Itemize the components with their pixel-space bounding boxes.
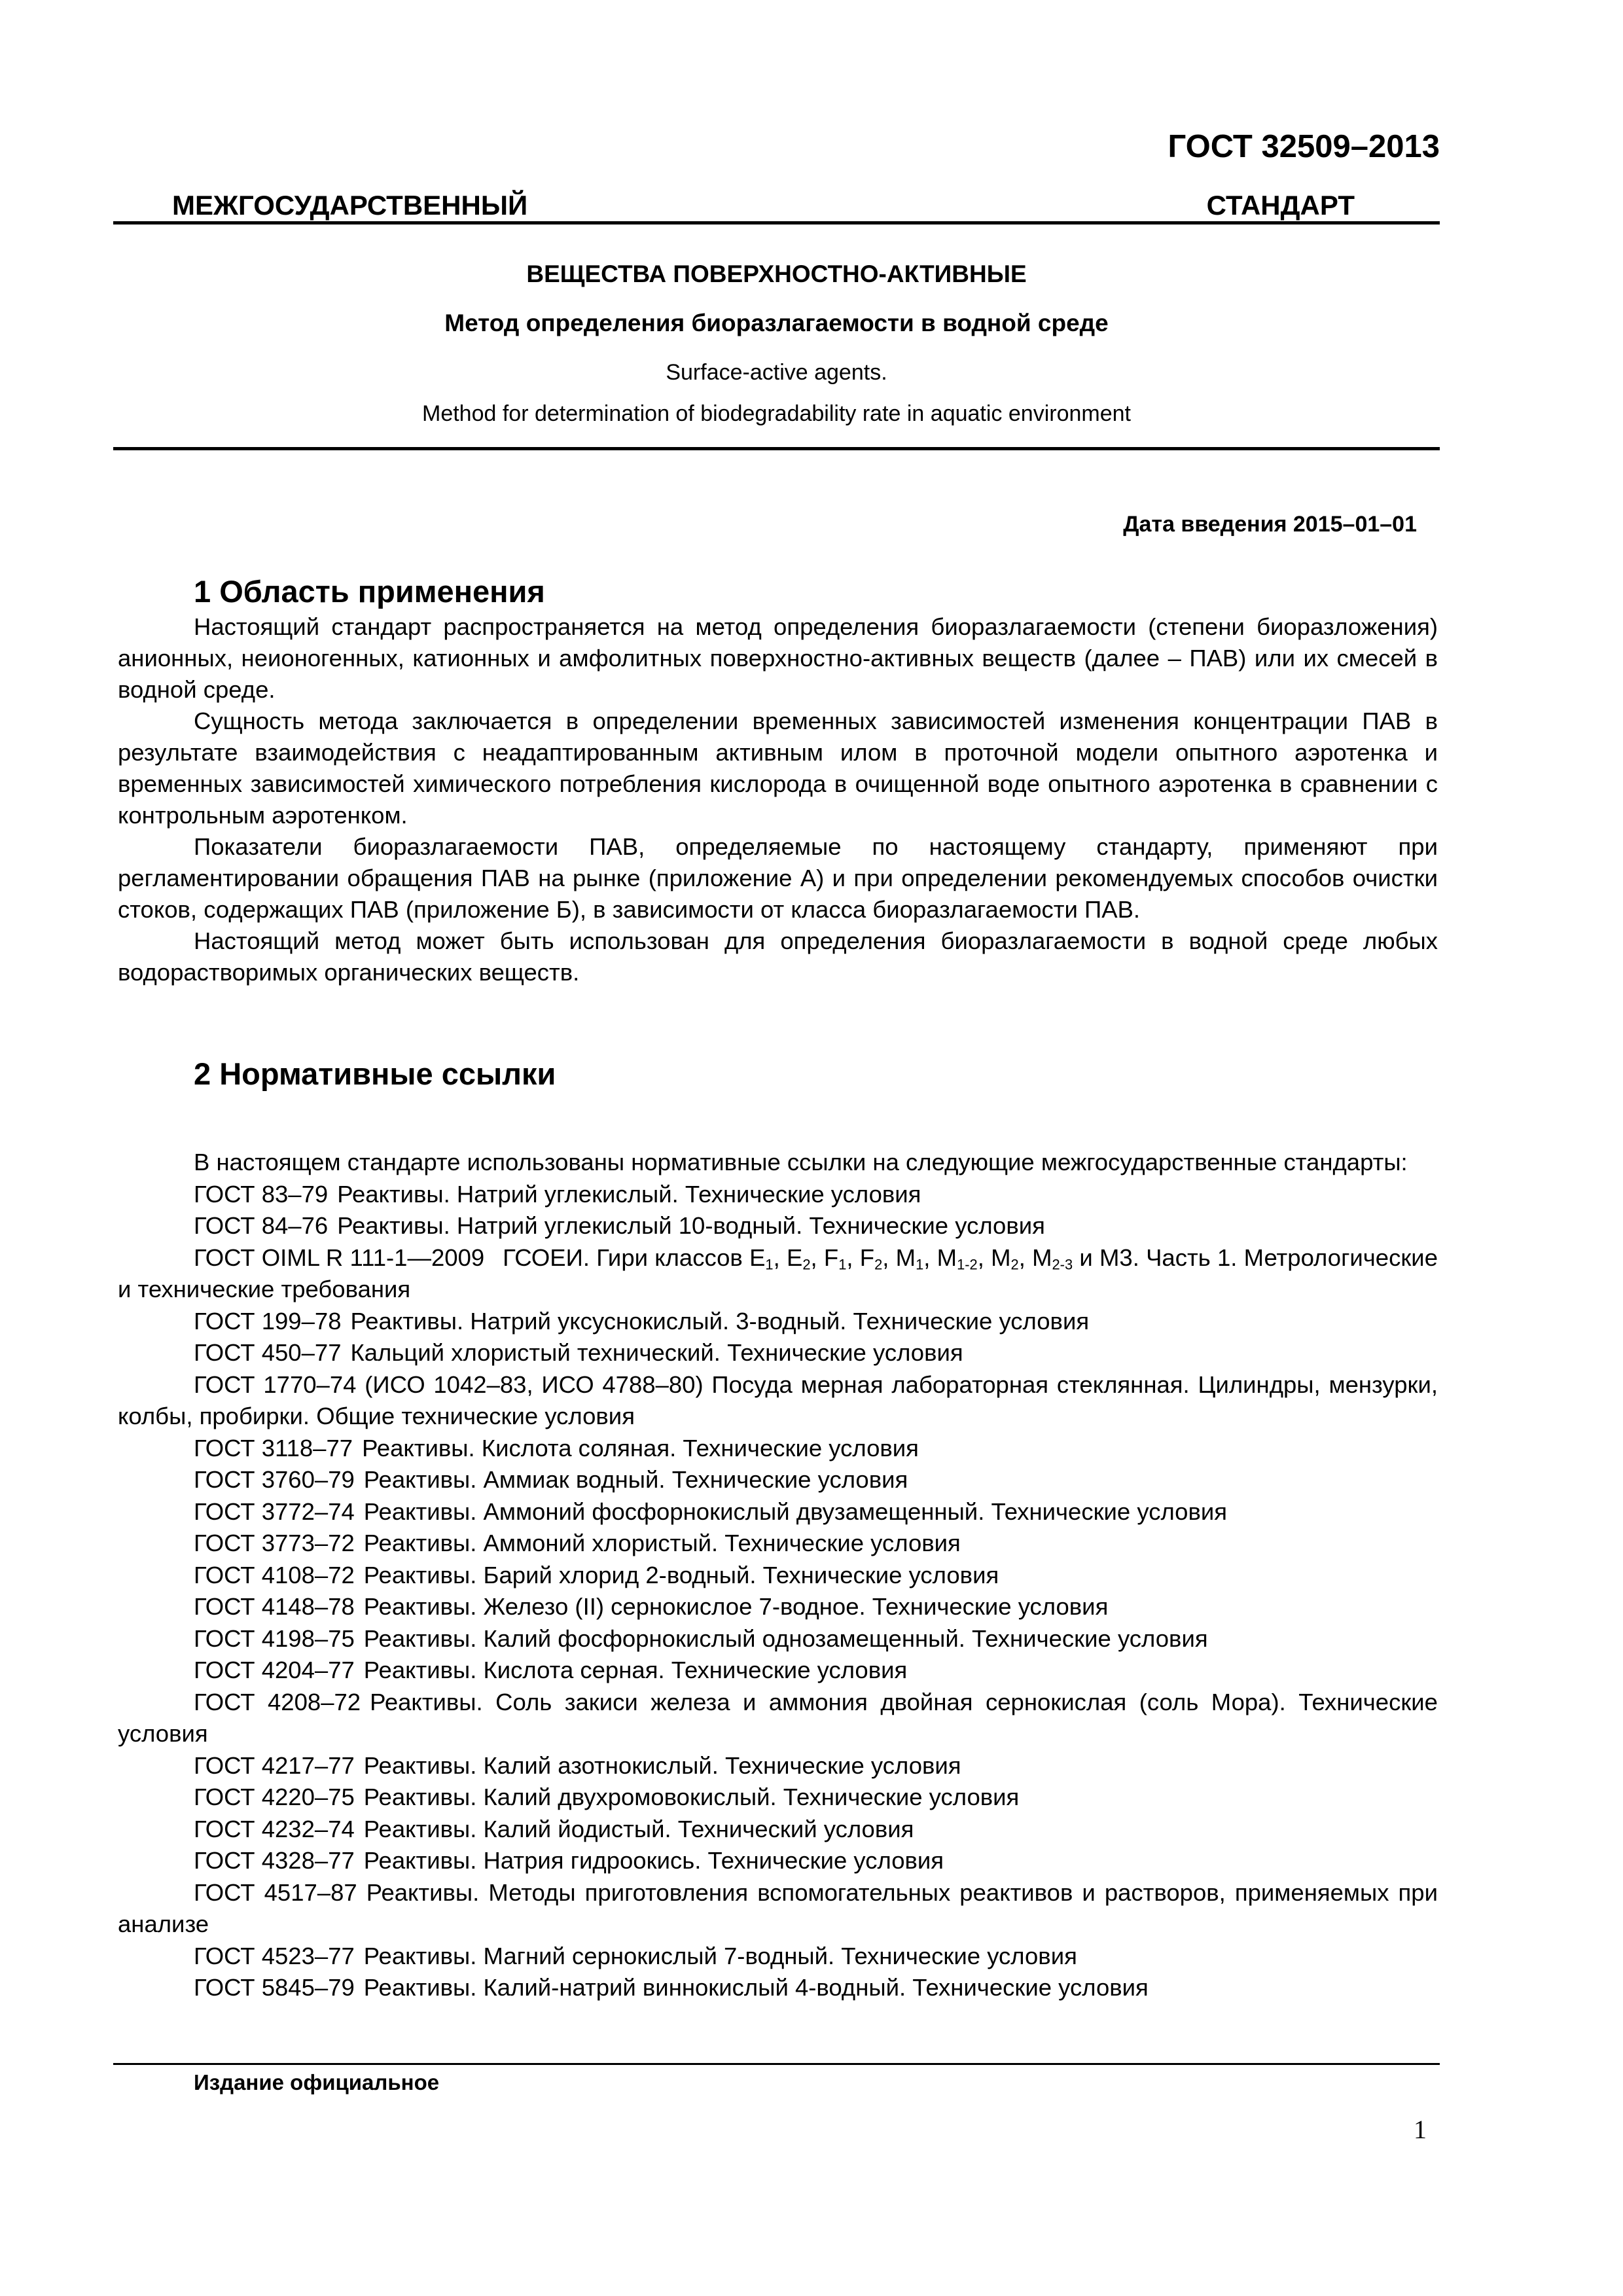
section-1-heading: 1 Область применения <box>194 574 545 609</box>
reference-code: ГОСТ 3772–74 <box>194 1498 355 1525</box>
title-rule <box>113 447 1440 450</box>
reference-title: Кальций хлористый технический. Технические условия <box>350 1339 963 1366</box>
list-item <box>118 1433 1438 1465</box>
list-item <box>118 1369 1438 1433</box>
document-title: ВЕЩЕСТВА ПОВЕРХНОСТНО-АКТИВНЫЕ <box>526 260 1027 287</box>
reference-code: ГОСТ 450–77 <box>194 1339 342 1366</box>
english-title-line-2: Method for determination of biodegradability rate in aquatic environment <box>422 401 1131 426</box>
reference-title: (ИСО 1042–83, ИСО 4788–80) Посуда мерная лабораторная стеклянная. Цилиндры, мензурки, колбы, пробирки. Общие технические условия <box>118 1371 1438 1429</box>
reference-title: Реактивы. Кислота серная. Технические условия <box>363 1657 908 1683</box>
reference-title: Реактивы. Калий-натрий виннокислый 4-водный. Технические условия <box>363 1974 1149 2001</box>
reference-code: ГОСТ 4517–87 <box>194 1878 357 1906</box>
list-item <box>118 1560 1438 1592</box>
subscript: 2-3 <box>1052 1255 1073 1272</box>
footer-rule <box>113 2063 1440 2065</box>
reference-code: ГОСТ 83–79 <box>194 1180 329 1208</box>
list-item <box>118 1782 1438 1814</box>
reference-title: Реактивы. Калий фосфорнокислый однозамещенный. Технические условия <box>363 1624 1208 1652</box>
section-2-heading: 2 Нормативные ссылки <box>194 1056 556 1091</box>
reference-title: ГСОЕИ. Гири классов $E_1$, $E_2$, $F_1$, $F_2$, $M_1$, $M_{1-2}$, $M_2$, $M_{2-3}$ и M3. Часть 1. Метрологические и технические требования <box>118 1244 1438 1302</box>
reference-code: ГОСТ 3760–79 <box>194 1466 355 1493</box>
reference-title: Реактивы. Калий двухромовокислый. Технические условия <box>363 1784 1020 1810</box>
reference-code: ГОСТ 4208–72 <box>194 1688 361 1715</box>
reference-code: ГОСТ 3118–77 <box>194 1434 353 1462</box>
paragraph: Показатели биоразлагаемости ПАВ, определяемые по настоящему стандарту, применяют при регламентировании обращения ПАВ на рынке (приложение А) и при определении рекомендуемых способов очистки стоков, содержащих ПАВ (приложение Б), в зависимости от класса биоразлагаемости ПАВ. <box>118 833 1438 923</box>
list-item <box>118 1179 1438 1211</box>
reference-code: ГОСТ 4523–77 <box>194 1942 355 1969</box>
list-item <box>118 1750 1438 1782</box>
list-item <box>118 1814 1438 1846</box>
subscript: 1 <box>916 1255 924 1272</box>
reference-code: ГОСТ 4204–77 <box>194 1657 355 1683</box>
list-item <box>118 1464 1438 1496</box>
header-rule <box>113 221 1440 224</box>
reference-code: ГОСТ 3773–72 <box>194 1530 355 1556</box>
subscript: 1 <box>765 1255 774 1272</box>
reference-title: Реактивы. Соль закиси железа и аммония двойная сернокислая (соль Мора). Технические условия <box>118 1688 1438 1747</box>
reference-title: Реактивы. Барий хлорид 2-водный. Технические условия <box>363 1561 999 1588</box>
reference-title: Реактивы. Натрий уксуснокислый. 3-водный. Технические условия <box>350 1307 1090 1335</box>
reference-title: Реактивы. Натрия гидроокись. Технические условия <box>363 1847 944 1874</box>
list-item <box>118 1845 1438 1877</box>
reference-title: Реактивы. Аммоний фосфорнокислый двузамещенный. Технические условия <box>363 1498 1228 1525</box>
reference-code: ГОСТ 4148–78 <box>194 1593 355 1620</box>
reference-code: ГОСТ 4217–77 <box>194 1751 355 1779</box>
reference-title: Реактивы. Методы приготовления вспомогательных реактивов и растворов, применяемых при анализе <box>118 1878 1438 1937</box>
list-item <box>118 1337 1438 1369</box>
reference-code: ГОСТ 5845–79 <box>194 1974 355 2001</box>
list-item <box>118 1941 1438 1973</box>
standard-number: ГОСТ 32509–2013 <box>1168 129 1440 164</box>
list-item <box>118 1242 1438 1306</box>
paragraph: Настоящий стандарт распространяется на метод определения биоразлагаемости (степени биоразложения) анионных, неионогенных, катионных и амфолитных поверхностно-активных веществ (далее – ПАВ) или их смесей в водной среде. <box>118 613 1438 703</box>
reference-title: Реактивы. Аммоний хлористый. Технические условия <box>363 1530 961 1556</box>
list-item <box>118 1306 1438 1338</box>
subscript: 2 <box>802 1255 811 1272</box>
reference-code: ГОСТ 4328–77 <box>194 1847 355 1874</box>
paragraph: Сущность метода заключается в определении временных зависимостей изменения концентрации ПАВ в результате взаимодействия с неадаптированным активным илом в проточной модели опытного аэротенка и временных зависимостей химического потребления кислорода в очищенной воде опытного аэротенка в сравнении с контрольным аэротенком. <box>118 708 1438 829</box>
reference-code: ГОСТ 84–76 <box>194 1212 329 1239</box>
list-item <box>118 1655 1438 1687</box>
reference-title: Реактивы. Калий азотнокислый. Технические условия <box>363 1751 961 1779</box>
reference-code: ГОСТ 4232–74 <box>194 1815 355 1842</box>
document-subtitle: Метод определения биоразлагаемости в водной среде <box>444 310 1109 336</box>
reference-code: ГОСТ OIML R 111-1—2009 <box>194 1244 485 1271</box>
list-item <box>118 1591 1438 1623</box>
reference-title: Реактивы. Аммиак водный. Технические условия <box>363 1466 908 1493</box>
reference-code: ГОСТ 4220–75 <box>194 1784 355 1810</box>
subscript: 2 <box>874 1255 883 1272</box>
reference-code: ГОСТ 1770–74 <box>194 1371 357 1398</box>
list-item <box>118 1496 1438 1528</box>
list-item <box>118 1623 1438 1655</box>
list-item <box>118 1210 1438 1242</box>
references-intro: В настоящем стандарте использованы нормативные ссылки на следующие межгосударственные стандарты: <box>194 1149 1408 1175</box>
subscript: 1 <box>838 1255 847 1272</box>
page-number: 1 <box>1414 2115 1427 2144</box>
subscript: 1-2 <box>957 1255 978 1272</box>
reference-code: ГОСТ 199–78 <box>194 1307 342 1335</box>
list-item <box>118 1687 1438 1750</box>
reference-code: ГОСТ 4108–72 <box>194 1561 355 1588</box>
normative-references <box>118 1147 1438 2004</box>
reference-title: Реактивы. Кислота соляная. Технические условия <box>362 1434 919 1462</box>
reference-code: ГОСТ 4198–75 <box>194 1624 355 1652</box>
subscript: 2 <box>1010 1255 1019 1272</box>
edition-note: Издание официальное <box>194 2070 440 2094</box>
introduction-date: Дата введения 2015–01–01 <box>1123 512 1417 537</box>
reference-title: Реактивы. Натрий углекислый 10-водный. Технические условия <box>337 1212 1045 1239</box>
list-item <box>118 1972 1438 2004</box>
reference-title: Реактивы. Натрий углекислый. Технические условия <box>337 1180 921 1208</box>
section-1-body <box>118 611 1438 988</box>
reference-title: Реактивы. Калий йодистый. Технический условия <box>363 1815 914 1842</box>
english-title-line-1: Surface-active agents. <box>666 360 887 385</box>
paragraph: Настоящий метод может быть использован для определения биоразлагаемости в водной среде любых водорастворимых органических веществ. <box>118 927 1438 986</box>
standard-category: МЕЖГОСУДАРСТВЕННЫЙ СТАНДАРТ <box>172 190 1355 221</box>
list-item <box>118 1877 1438 1941</box>
list-item <box>118 1528 1438 1560</box>
reference-title: Реактивы. Магний сернокислый 7-водный. Технические условия <box>363 1942 1077 1969</box>
reference-title: Реактивы. Железо (II) сернокислое 7-водное. Технические условия <box>363 1593 1109 1620</box>
